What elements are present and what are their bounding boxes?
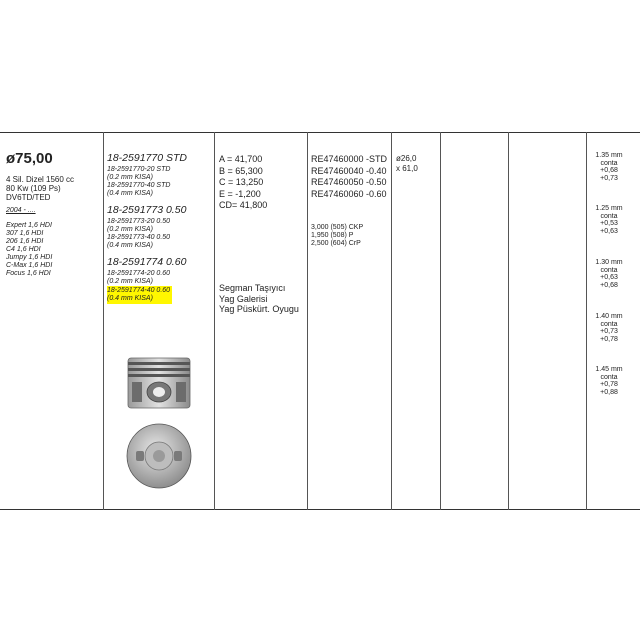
pin-length: x 61,0 — [396, 163, 418, 173]
catalog-sheet — [0, 132, 640, 510]
vehicle-model: Expert 1,6 HDI — [6, 222, 52, 229]
ring-spec: 1,950 (508) P — [311, 232, 354, 239]
gasket-group — [588, 152, 630, 182]
gasket-size: 1.30 mm — [595, 259, 623, 266]
highlighted-variant — [107, 286, 172, 304]
gasket-value: +0,73 — [600, 174, 618, 182]
gasket-value: +0,63 — [600, 227, 618, 235]
ring-set-code: RE47460000 -STD — [311, 154, 388, 164]
ring-set-code: RE47460040 -0.40 — [311, 165, 387, 176]
gasket-value: +0,53 — [600, 220, 618, 227]
ring-set-list — [311, 154, 387, 200]
features-list — [219, 283, 299, 315]
feature-item: Segman Taşıyıcı — [219, 283, 286, 293]
gasket-label: conta — [600, 320, 618, 328]
gasket-size: 1.40 mm — [595, 313, 623, 320]
piston-group — [107, 152, 187, 198]
gasket-size: 1.35 mm — [595, 152, 623, 159]
vehicle-model: C-Max 1,6 HDI — [6, 262, 53, 269]
engine-line: 4 Sil. Dizel 1560 cc — [6, 175, 75, 184]
variant-note: (0.4 mm KISA) — [107, 295, 153, 302]
piston-column — [107, 152, 187, 311]
gasket-value: +0,88 — [600, 388, 618, 396]
variant-code: 18-2591774-20 0.60 — [107, 270, 171, 277]
gasket-label: conta — [600, 266, 618, 274]
gasket-group — [588, 259, 630, 289]
gasket-value: +0,73 — [600, 328, 618, 335]
column-divider — [391, 132, 392, 510]
dimension-value: E = -1,200 — [219, 188, 261, 199]
gasket-size: 1.45 mm — [595, 366, 623, 373]
ring-set-code: RE47460060 -0.60 — [311, 188, 387, 199]
variant-note: (0.4 mm KISA) — [107, 242, 153, 249]
variant-note: (0.2 mm KISA) — [107, 226, 153, 233]
column-divider — [214, 132, 215, 510]
vehicle-model: 307 1,6 HDI — [6, 230, 44, 237]
dimension-value: CD= 41,800 — [219, 200, 268, 210]
top-rule — [0, 132, 640, 133]
gasket-value: +0,68 — [600, 167, 618, 174]
gasket-label: conta — [600, 373, 618, 381]
gasket-size: 1.25 mm — [595, 205, 623, 212]
variant-code: 18-2591773-40 0.50 — [107, 234, 171, 241]
dimensions-list — [219, 154, 267, 212]
ring-spec: 2,500 (604) CrP — [311, 240, 361, 247]
variant-note: (0.4 mm KISA) — [107, 190, 153, 197]
column-divider — [103, 132, 104, 510]
variant-note: (0.2 mm KISA) — [107, 174, 153, 181]
piston-illustration — [118, 352, 200, 497]
vehicle-model: 206 1,6 HDI — [6, 238, 44, 245]
gasket-value: +0,63 — [600, 274, 618, 281]
dimension-value: A = 41,700 — [219, 154, 263, 164]
column-divider — [508, 132, 509, 510]
variant-code: 18-2591774-40 0.60 — [107, 287, 171, 294]
variant-code: 18-2591770-40 STD — [107, 182, 171, 189]
piston-part-number: 18-2591774 0.60 — [107, 256, 187, 268]
piston-part-number: 18-2591773 0.50 — [107, 204, 187, 216]
pin-dimensions — [396, 154, 418, 173]
gasket-value: +0,68 — [600, 281, 618, 289]
ring-set-code: RE47460050 -0.50 — [311, 177, 387, 187]
variant-code: 18-2591773-20 0.50 — [107, 218, 171, 225]
dimension-value: C = 13,250 — [219, 177, 264, 187]
engine-line: DV6TD/TED — [6, 193, 51, 202]
feature-item: Yag Püskürt. Oyugu — [219, 304, 299, 314]
vehicle-model: Jumpy 1,6 HDI — [6, 254, 53, 261]
ring-spec: 3,000 (505) CKP — [311, 224, 364, 231]
piston-part-number: 18-2591770 STD — [107, 152, 187, 164]
dimension-value: B = 65,300 — [219, 165, 263, 176]
column-divider — [440, 132, 441, 510]
bore-diameter: ø75,00 — [6, 150, 53, 167]
production-year: 2004 - .... — [6, 207, 36, 214]
feature-item: Yag Galerisi — [219, 293, 268, 304]
piston-group — [107, 204, 187, 250]
gasket-value: +0,78 — [600, 335, 618, 343]
bottom-rule — [0, 509, 640, 510]
pin-diameter: ø26,0 — [396, 154, 417, 163]
gasket-label: conta — [600, 159, 618, 167]
gasket-label: conta — [600, 212, 618, 220]
vehicle-model: C4 1,6 HDI — [6, 246, 41, 253]
gasket-group — [588, 313, 630, 343]
piston-image — [118, 352, 200, 492]
variant-code: 18-2591770-20 STD — [107, 166, 171, 173]
column-divider — [586, 132, 587, 510]
variant-note: (0.2 mm KISA) — [107, 278, 153, 285]
column-divider — [307, 132, 308, 510]
gasket-group — [588, 205, 630, 235]
engine-column — [6, 150, 74, 278]
piston-group — [107, 256, 187, 305]
ring-spec-list — [311, 224, 363, 248]
vehicle-model: Focus 1,6 HDI — [6, 270, 51, 277]
gasket-value: +0,78 — [600, 381, 618, 388]
engine-line: 80 Kw (109 Ps) — [6, 184, 61, 193]
gasket-group — [588, 366, 630, 396]
